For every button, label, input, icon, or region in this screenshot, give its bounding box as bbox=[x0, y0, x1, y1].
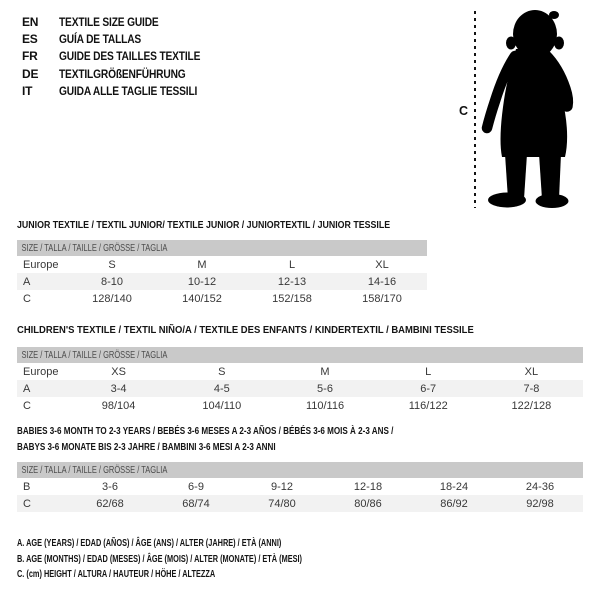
size-header-bar bbox=[17, 462, 583, 478]
babies-size-table bbox=[17, 462, 583, 512]
height-value: 116/122 bbox=[408, 399, 448, 412]
size-header-text: SIZE / TALLA / TAILLE / GRÖSSE / TAGLIA bbox=[21, 349, 168, 361]
row-label: C bbox=[23, 399, 31, 412]
row-label: C bbox=[23, 497, 31, 510]
row-label: A bbox=[23, 275, 31, 288]
age-value: 14-16 bbox=[367, 275, 397, 288]
babies-table-title bbox=[17, 424, 393, 455]
months-value: 6-9 bbox=[188, 480, 204, 493]
language-title-list bbox=[22, 13, 225, 100]
months-value: 3-6 bbox=[102, 480, 118, 493]
size-header-text: SIZE / TALLA / TAILLE / GRÖSSE / TAGLIA bbox=[21, 464, 168, 476]
children-size-table bbox=[17, 347, 583, 414]
size-value: S bbox=[218, 365, 226, 378]
size-value: XS bbox=[111, 365, 126, 378]
size-value: XL bbox=[524, 365, 539, 378]
age-value: 5-6 bbox=[317, 382, 333, 395]
row-label: B bbox=[23, 480, 31, 493]
height-value: 122/128 bbox=[511, 399, 552, 412]
height-value: 140/152 bbox=[182, 292, 222, 305]
language-row-de bbox=[22, 65, 225, 82]
language-row-en bbox=[22, 13, 225, 30]
footnote-age-months: B. AGE (MONTHS) / EDAD (MESES) / ÂGE (MOIS) / ALTER (MONATE) / ETÀ (MESI) bbox=[17, 552, 303, 565]
height-value: 80/86 bbox=[354, 497, 382, 510]
size-value: S bbox=[108, 258, 116, 271]
language-code: ES bbox=[22, 32, 38, 47]
table-row-months bbox=[17, 478, 583, 495]
height-value: 98/104 bbox=[101, 399, 136, 412]
height-value: 86/92 bbox=[440, 497, 468, 510]
height-value: 158/170 bbox=[362, 292, 402, 305]
height-value: 104/110 bbox=[202, 399, 242, 412]
baby-height-figure bbox=[455, 2, 597, 213]
months-value: 18-24 bbox=[439, 480, 469, 493]
size-value: L bbox=[288, 258, 296, 271]
height-value: 74/80 bbox=[268, 497, 296, 510]
footnote-height-cm: C. (cm) HEIGHT / ALTURA / HAUTEUR / HÖHE / ALTEZZA bbox=[17, 568, 216, 581]
months-value: 9-12 bbox=[270, 480, 294, 493]
language-code: EN bbox=[22, 14, 39, 29]
size-value: XL bbox=[375, 258, 389, 271]
height-value: 152/158 bbox=[272, 292, 312, 305]
language-code: FR bbox=[22, 49, 38, 64]
height-value: 92/98 bbox=[526, 497, 554, 510]
height-value: 128/140 bbox=[92, 292, 132, 305]
table-row-height bbox=[17, 290, 427, 307]
row-label: A bbox=[23, 382, 31, 395]
months-value: 24-36 bbox=[525, 480, 555, 493]
age-value: 3-4 bbox=[110, 382, 127, 395]
guide-title: TEXTILE SIZE GUIDE bbox=[59, 14, 159, 29]
months-value: 12-18 bbox=[353, 480, 383, 493]
language-row-fr bbox=[22, 48, 225, 65]
size-header-text: SIZE / TALLA / TAILLE / GRÖSSE / TAGLIA bbox=[21, 242, 168, 254]
table-row-europe bbox=[17, 363, 583, 380]
language-row-es bbox=[22, 30, 225, 47]
language-row-it bbox=[22, 83, 225, 100]
language-code: DE bbox=[22, 66, 39, 81]
language-code: IT bbox=[22, 84, 33, 99]
height-value: 110/116 bbox=[305, 399, 345, 412]
size-header-bar bbox=[17, 240, 427, 256]
size-value: M bbox=[197, 258, 207, 271]
age-value: 6-7 bbox=[420, 382, 437, 395]
junior-table-title: JUNIOR TEXTILE / TEXTIL JUNIOR/ TEXTILE JUNIOR / JUNIORTEXTIL / JUNIOR TESSILE bbox=[17, 219, 391, 231]
babies-table-title-line1: BABIES 3-6 MONTH TO 2-3 YEARS / BEBÉS 3-6 MESES A 2-3 AÑOS / BÉBÉS 3-6 MOIS À 2-3 ANS / bbox=[17, 425, 394, 437]
height-measure-label: C bbox=[459, 104, 469, 118]
table-row-height bbox=[17, 397, 583, 414]
guide-title: GUÍA DE TALLAS bbox=[59, 32, 142, 47]
table-row-europe bbox=[17, 256, 427, 273]
age-value: 12-13 bbox=[277, 275, 307, 288]
age-value: 8-10 bbox=[100, 275, 124, 288]
junior-size-table bbox=[17, 240, 427, 307]
guide-title: GUIDA ALLE TAGLIE TESSILI bbox=[59, 84, 198, 99]
babies-table-title-line2: BABYS 3-6 MONATE BIS 2-3 JAHRE / BAMBINI 3-6 MESI A 2-3 ANNI bbox=[17, 440, 276, 453]
height-value: 68/74 bbox=[182, 497, 210, 510]
children-table-title: CHILDREN'S TEXTILE / TEXTIL NIÑO/A / TEXTILE DES ENFANTS / KINDERTEXTIL / BAMBINI TESSILE bbox=[17, 324, 474, 336]
age-value: 7-8 bbox=[523, 382, 540, 395]
row-label: Europe bbox=[23, 365, 59, 378]
age-value: 4-5 bbox=[213, 382, 230, 395]
guide-title: GUIDE DES TAILLES TEXTILE bbox=[59, 49, 201, 64]
height-value: 62/68 bbox=[96, 497, 124, 510]
baby-silhouette-icon bbox=[455, 2, 597, 213]
guide-title: TEXTILGRÖßENFÜHRUNG bbox=[59, 66, 186, 81]
size-header-bar bbox=[17, 347, 583, 363]
table-row-age bbox=[17, 380, 583, 397]
size-value: M bbox=[320, 365, 330, 378]
table-row-height bbox=[17, 495, 583, 512]
legend-footnotes bbox=[17, 536, 302, 583]
table-row-age bbox=[17, 273, 427, 290]
size-value: L bbox=[425, 365, 432, 378]
footnote-age-years: A. AGE (YEARS) / EDAD (AÑOS) / ÂGE (ANS) / ALTER (JAHRE) / ETÀ (ANNI) bbox=[17, 537, 282, 549]
row-label: Europe bbox=[23, 258, 59, 271]
age-value: 10-12 bbox=[187, 275, 217, 288]
row-label: C bbox=[23, 292, 31, 305]
